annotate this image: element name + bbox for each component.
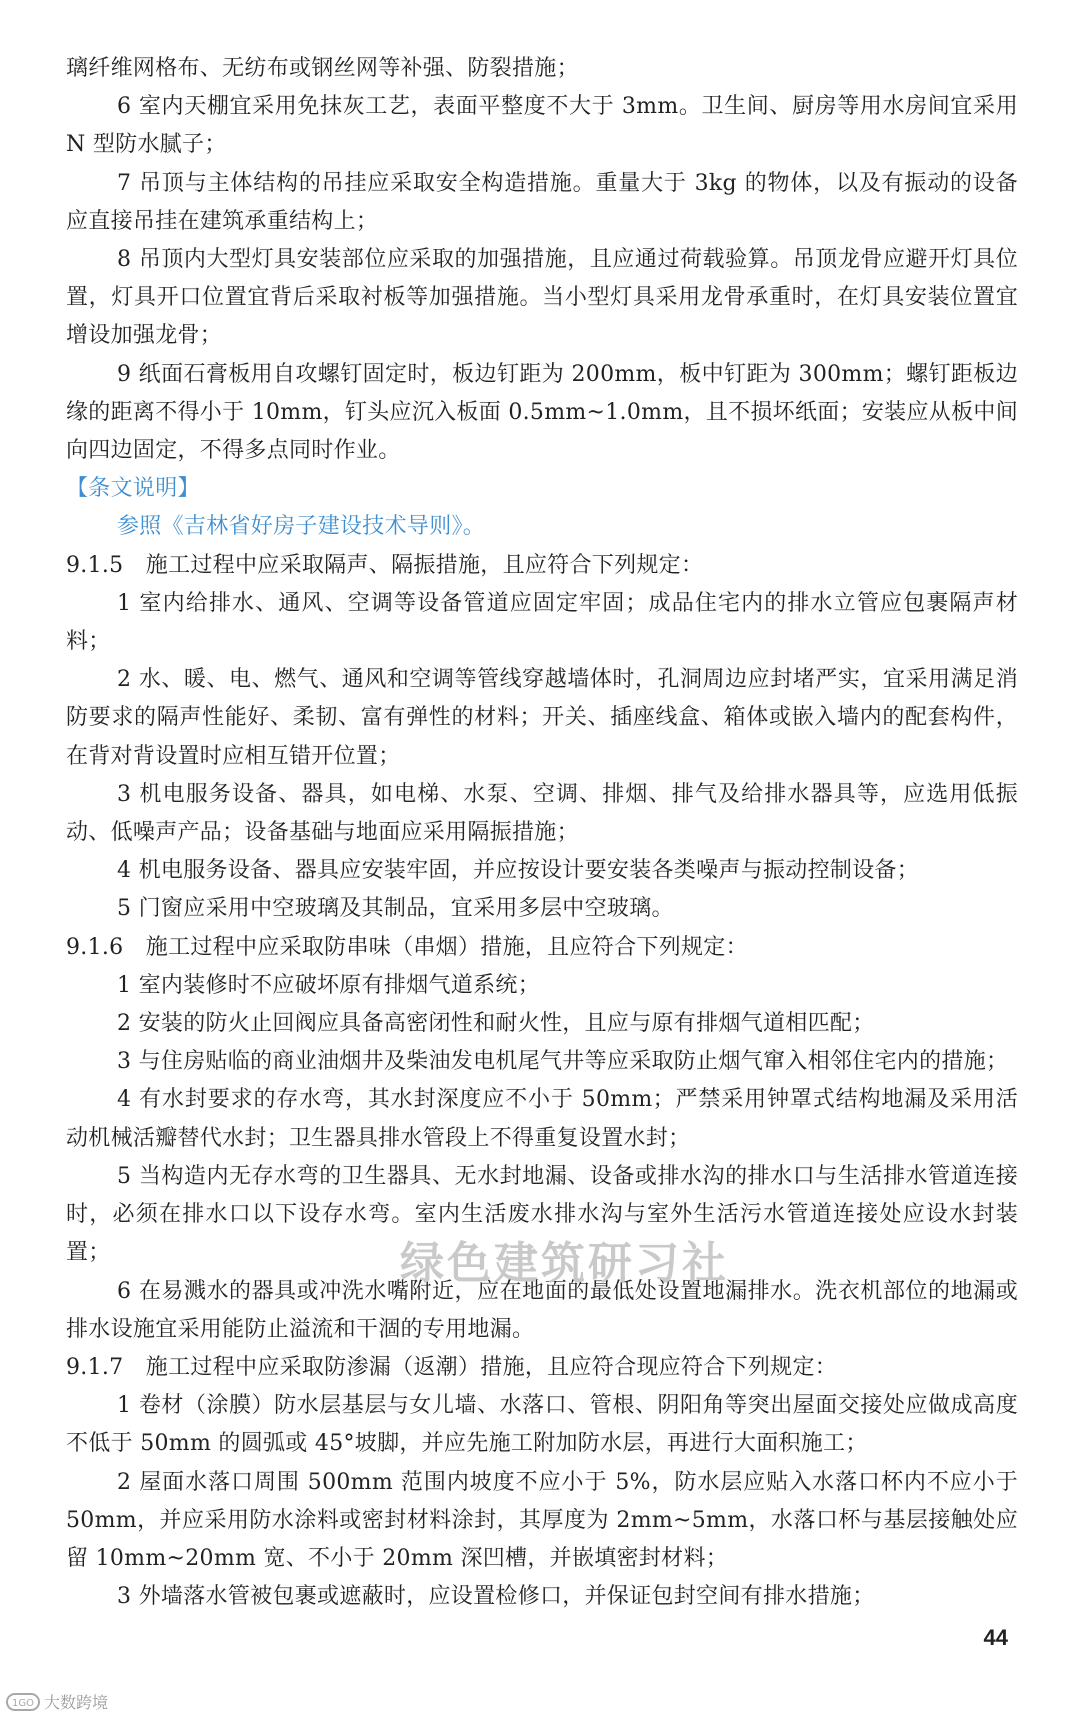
paragraph: 3 与住房贴临的商业油烟井及柴油发电机尾气井等应采取防止烟气窜入相邻住宅内的措施；	[117, 1049, 1009, 1075]
paragraph: 4 有水封要求的存水弯，其水封深度应不小于 50mm；严禁采用钟罩式结构地漏及采用活动机械活瓣替代水封；卫生器具排水管段上不得重复设置水封；	[66, 1087, 1018, 1151]
clause-heading: 9.1.7 施工过程中应采取防渗漏（返潮）措施，且应符合现应符合下列规定：	[66, 1354, 838, 1380]
paragraph: 3 机电服务设备、器具，如电梯、水泵、空调、排烟、排气及给排水器具等，应选用低振动、低噪声产品；设备基础与地面应采用隔振措施；	[66, 781, 1018, 846]
paragraph: 1 室内装修时不应破坏原有排烟气道系统；	[117, 972, 540, 998]
corner-logo	[6, 1690, 108, 1713]
paragraph: 9 纸面石膏板用自攻螺钉固定时，板边钉距为 200mm，板中钉距为 300mm；螺钉距板边缘的距离不得小于 10mm，钉头应沉入板面 0.5mm~1.0mm，且不损坏纸面；安装应从板中间向四边固定，不得多点同时作业。	[66, 361, 1018, 464]
paragraph: 1 卷材（涂膜）防水层基层与女儿墙、水落口、管根、阴阳角等突出屋面交接处应做成高度不低于 50mm 的圆弧或 45°坡脚，并应先施工附加防水层，再进行大面积施工；	[66, 1393, 1018, 1457]
paragraph: 2 水、暖、电、燃气、通风和空调等管线穿越墙体时，孔洞周边应封堵严实，宜采用满足消防要求的隔声性能好、柔韧、富有弹性的材料；开关、插座线盒、箱体或嵌入墙内的配套构件，在背对背设置时应相互错开位置；	[66, 667, 1018, 769]
page-number: 44	[983, 1625, 1008, 1650]
paragraph: 2 屋面水落口周围 500mm 范围内坡度不应小于 5%，防水层应贴入水落口杯内不应小于 50mm，并应采用防水涂料或密封材料涂封，其厚度为 2mm~5mm，水落口杯与基层接触处应留 10mm~20mm 宽、不小于 20mm 深凹槽，并嵌填密封材料；	[66, 1469, 1018, 1571]
clause-heading: 9.1.6 施工过程中应采取防串味（串烟）措施，且应符合下列规定：	[66, 934, 748, 960]
paragraph: 8 吊顶内大型灯具安装部位应采取的加强措施，且应通过荷载验算。吊顶龙骨应避开灯具位置，灯具开口位置宜背后采取衬板等加强措施。当小型灯具采用龙骨承重时，在灯具安装位置宜增设加强龙骨；	[66, 247, 1018, 349]
watermark: 绿色建筑研习社	[400, 1238, 729, 1289]
paragraph: 1 室内给排水、通风、空调等设备管道应固定牢固；成品住宅内的排水立管应包裹隔声材料；	[66, 590, 1018, 655]
document-body	[66, 50, 1018, 1616]
paragraph: 4 机电服务设备、器具应安装牢固，并应按设计要安装各类噪声与振动控制设备；	[117, 858, 920, 884]
note-heading: 【条文说明】	[66, 476, 200, 502]
paragraph: 璃纤维网格布、无纺布或钢丝网等补强、防裂措施；	[66, 56, 579, 81]
clause-heading: 9.1.5 施工过程中应采取隔声、隔振措施，且应符合下列规定：	[66, 552, 704, 578]
paragraph: 6 室内天棚宜采用免抹灰工艺，表面平整度不大于 3mm。卫生间、厨房等用水房间宜采用 N 型防水腻子；	[66, 94, 1018, 158]
paragraph: 3 外墙落水管被包裹或遮蔽时，应设置检修口，并保证包封空间有排水措施；	[117, 1584, 875, 1610]
paragraph: 5 当构造内无存水弯的卫生器具、无水封地漏、设备或排水沟的排水口与生活排水管道连接时，必须在排水口以下设存水弯。室内生活废水排水沟与室外生活污水管道连接处应设水封装置；	[66, 1163, 1018, 1266]
note-body: 参照《吉林省好房子建设技术导则》。	[117, 514, 486, 540]
paragraph: 5 门窗应采用中空玻璃及其制品，宜采用多层中空玻璃。	[117, 896, 674, 922]
logo-text: 大数跨境	[44, 1693, 109, 1712]
logo-icon: 1GO	[6, 1693, 40, 1711]
paragraph: 7 吊顶与主体结构的吊挂应采取安全构造措施。重量大于 3kg 的物体，以及有振动的设备应直接吊挂在建筑承重结构上；	[66, 170, 1018, 234]
paragraph: 2 安装的防火止回阀应具备高密闭性和耐火性，且应与原有排烟气道相匹配；	[117, 1011, 875, 1037]
paragraph: 6 在易溅水的器具或冲洗水嘴附近，应在地面的最低处设置地漏排水。洗衣机部位的地漏或排水设施宜采用能防止溢流和干涸的专用地漏。	[66, 1278, 1018, 1342]
